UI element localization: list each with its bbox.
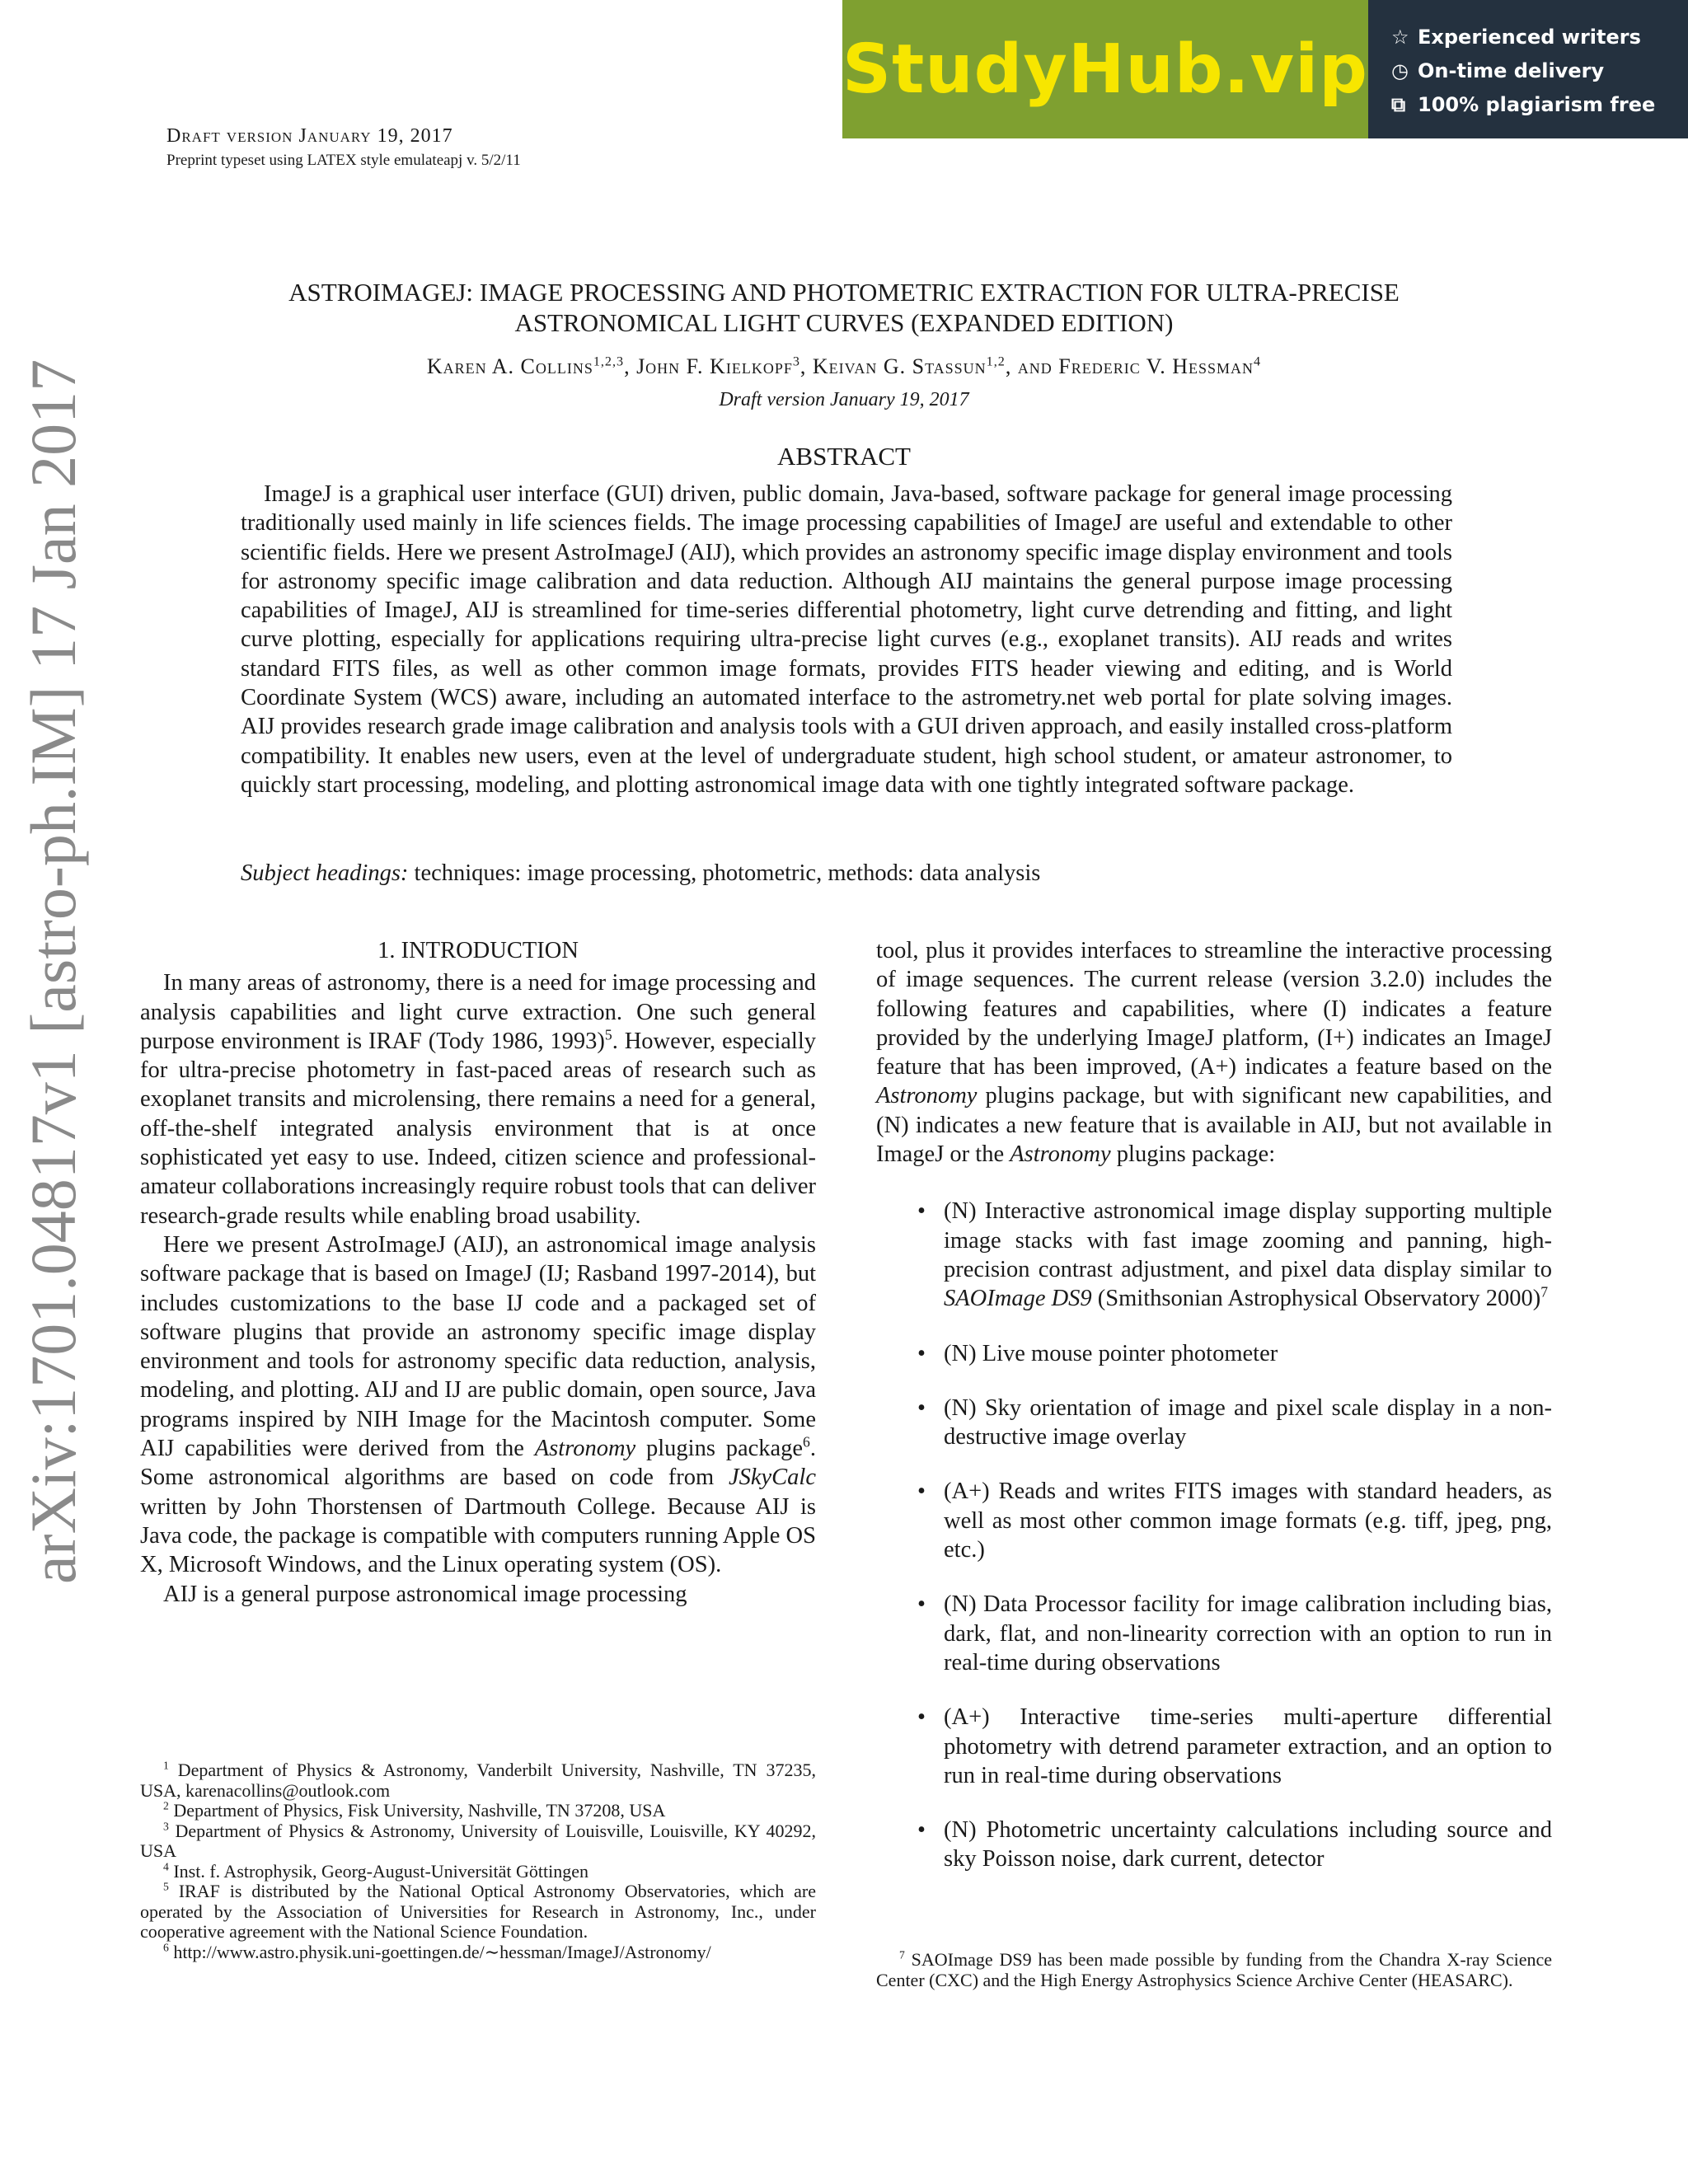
text-run: (N) Data Processor facility for image calibration including bias, dark, flat, and non-linearity correction with an option to run in real-time during observations — [944, 1591, 1552, 1675]
footnote-ref[interactable]: 5 — [604, 1026, 612, 1043]
feature-list-item — [876, 1394, 1552, 1452]
text-run: Here we present AstroImageJ (AIJ), an astronomical image analysis software package that is based on ImageJ (IJ; Rasband 1997-2014), but includes customizations to the base IJ code and a packaged set of software plugins that provide an astronomy specific image display environment and tools for astronomy specific data reduction, analysis, modeling, and plotting. AIJ and IJ are public domain, open source, Java programs inspired by NIH Image for the Macintosh computer. Some AIJ capabilities were derived from the — [140, 1231, 816, 1462]
section-heading-introduction: 1. INTRODUCTION — [377, 938, 579, 963]
text-run: plugins package: — [1110, 1141, 1276, 1168]
paper-title — [0, 277, 1688, 338]
text-run: (N) Sky orientation of image and pixel scale display in a non-destructive image overlay — [944, 1394, 1552, 1451]
feature-list-item — [876, 1477, 1552, 1564]
footnotes-left — [140, 1760, 816, 1962]
banner-features — [1368, 0, 1688, 138]
footnote-text: Department of Physics, Fisk University, Nashville, TN 37208, USA — [173, 1800, 666, 1821]
author-affiliation: 1,2 — [986, 354, 1006, 369]
ad-banner[interactable] — [842, 0, 1688, 138]
text-run: (N) Live mouse pointer photometer — [944, 1340, 1278, 1366]
footnote — [140, 1821, 816, 1862]
subject-headings-label: Subject headings: — [241, 860, 409, 886]
footnote-number: 6 — [163, 1941, 169, 1954]
footnote — [876, 1950, 1552, 1990]
star-icon: ☆ — [1391, 25, 1409, 49]
text-run: . However, especially for ultra-precise photometry in fast-paced areas of research such as exoplanet transits and microlensing, there remains a need for a general, off-the-shelf integrated analysis environment that is at once sophisticated yet easy to use. Indeed, citizen science and professional-amateur collaborations increasingly require robust tools that can deliver research-grade results while enabling broad usability. — [140, 1028, 816, 1229]
bullet-icon: • — [917, 1704, 926, 1731]
feature-list-item — [876, 1339, 1552, 1368]
banner-feature-plagiarism — [1391, 87, 1688, 121]
banner-feature-writers — [1391, 20, 1688, 54]
text-run: In many areas of astronomy, there is a need for image processing and analysis capabilities and light curve extraction. One such general purpose environment is IRAF (Tody 1986, 1993) — [140, 970, 816, 1054]
feature-list-item — [876, 1703, 1552, 1790]
author-name: and Frederic V. Hessman — [1017, 354, 1254, 378]
text-run: tool, plus it provides interfaces to streamline the interactive processing of image sequences. The current release (version 3.2.0) includes the following features and capabilities, where (I) indicates a feature provided by the underlying ImageJ platform, (I+) indicates an ImageJ feature that has been improved, (A+) indicates a feature based on the — [876, 938, 1552, 1080]
text-run: (A+) Reads and writes FITS images with standard headers, as well as most other common image formats (e.g. tiff, jpeg, png, etc.) — [944, 1479, 1552, 1563]
footnote — [140, 1943, 816, 1963]
footnotes-right — [876, 1950, 1552, 1990]
intro-paragraph-2 — [140, 1230, 816, 1580]
abstract-heading: ABSTRACT — [777, 442, 911, 471]
footnote-text: SAOImage DS9 has been made possible by funding from the Chandra X-ray Science Center (CXC) and the High Energy Astrophysics Science Archive Center (HEASARC). — [876, 1949, 1553, 1990]
banner-feature-label: Experienced writers — [1418, 25, 1641, 49]
author-list: Karen A. Collins$^{1,2,3}$, John F. Kielkopf$^3$, Keivan G. Stassun$^{1,2}$, and Frederic V. Hessman$^4$ — [426, 354, 1262, 378]
feature-list-item — [876, 1816, 1552, 1874]
feature-list — [876, 1197, 1552, 1873]
draft-version-header: Draft version January 19, 2017 — [166, 125, 453, 147]
text-run: (N) Photometric uncertainty calculations including source and sky Poisson noise, dark current, detector — [944, 1817, 1552, 1872]
text-run: (A+) Interactive time-series multi-aperture differential photometry with detrend parameter extraction, and an option to run in real-time during observations — [944, 1704, 1552, 1788]
banner-feature-delivery — [1391, 54, 1688, 87]
text-emphasis: Astronomy — [1010, 1141, 1111, 1168]
text-run: (Smithsonian Astrophysical Observatory 2000) — [1091, 1286, 1541, 1312]
bullet-icon: • — [917, 1479, 926, 1505]
footnote-text: Department of Physics & Astronomy, University of Louisville, Louisville, KY 40292, USA — [140, 1820, 816, 1861]
author-name: Keivan G. Stassun — [812, 354, 987, 378]
footnote-number: 4 — [163, 1860, 169, 1873]
text-emphasis: Astronomy — [876, 1083, 978, 1109]
footnote — [140, 1801, 816, 1821]
footnote — [140, 1862, 816, 1882]
footnote-text: Department of Physics & Astronomy, Vanderbilt University, Nashville, TN 37235, USA, karenacollins@outlook.com — [140, 1760, 816, 1801]
author-affiliation: 1,2,3 — [593, 354, 625, 369]
footnote-number: 2 — [163, 1799, 169, 1812]
paper-title-line-2: ASTRONOMICAL LIGHT CURVES (EXPANDED EDITION) — [514, 308, 1174, 337]
subject-headings — [241, 860, 1452, 887]
clock-icon: ◷ — [1391, 59, 1409, 82]
footnote-number: 1 — [163, 1759, 169, 1772]
footnote-ref[interactable]: 6 — [803, 1433, 810, 1451]
text-emphasis: Astronomy — [534, 1436, 636, 1462]
feature-list-item — [876, 1590, 1552, 1677]
bullet-icon: • — [917, 1394, 926, 1421]
footnote-number: 7 — [899, 1948, 905, 1961]
footnote-text: Inst. f. Astrophysik, Georg-August-Universität Göttingen — [173, 1860, 589, 1882]
banner-feature-label: 100% plagiarism free — [1418, 92, 1656, 116]
intro-paragraph-3: AIJ is a general purpose astronomical image processing — [163, 1581, 687, 1607]
bullet-icon: • — [917, 1591, 926, 1618]
text-run: (N) Interactive astronomical image display supporting multiple image stacks with fast image zooming and panning, high-precision contrast adjustment, and pixel data display similar to — [944, 1198, 1552, 1282]
text-emphasis: SAOImage DS9 — [944, 1286, 1092, 1312]
author-name: Karen A. Collins — [426, 354, 593, 378]
footnote — [140, 1882, 816, 1943]
banner-brand-logo[interactable]: StudyHub.vip — [842, 0, 1368, 138]
footnote-number: 5 — [163, 1880, 169, 1893]
paper-title-line-1: ASTROIMAGEJ: IMAGE PROCESSING AND PHOTOMETRIC EXTRACTION FOR ULTRA-PRECISE — [288, 278, 1400, 307]
intro-paragraph-3-continued — [876, 936, 1552, 1169]
left-column — [140, 936, 816, 1609]
footnote-number: 3 — [163, 1820, 169, 1833]
footnote-text: IRAF is distributed by the National Optical Astronomy Observatories, which are operated by the Association of Universities for Research in Astronomy, Inc., under cooperative agreement with the National Science Foundation. — [140, 1881, 817, 1942]
preprint-note: Preprint typeset using LATEX style emulateapj v. 5/2/11 — [166, 152, 521, 169]
footnote-url-link[interactable]: http://www.astro.physik.uni-goettingen.de/∼hessman/ImageJ/Astronomy/ — [173, 1941, 711, 1962]
bullet-icon: • — [917, 1340, 926, 1366]
author-affiliation: 4 — [1254, 354, 1262, 369]
text-run: plugins package — [635, 1436, 804, 1462]
feature-list-item — [876, 1197, 1552, 1313]
copy-icon: ⧉ — [1391, 92, 1406, 116]
author-affiliation: 3 — [792, 354, 800, 369]
text-emphasis: JSkyCalc — [728, 1465, 816, 1491]
bullet-icon: • — [917, 1198, 926, 1225]
intro-paragraph-1 — [140, 968, 816, 1230]
footnote-ref[interactable]: 7 — [1540, 1283, 1549, 1301]
author-name: John F. Kielkopf — [636, 354, 793, 378]
draft-date: Draft version January 19, 2017 — [719, 389, 969, 410]
text-run: written by John Thorstensen of Dartmouth College. Because AIJ is Java code, the package is compatible with computers running Apple OS X, Microsoft Windows, and the Linux operating system (OS). — [140, 1493, 816, 1578]
banner-feature-label: On-time delivery — [1418, 59, 1605, 82]
text-run: . Some astronomical algorithms are based on code from — [140, 1436, 816, 1491]
bullet-icon: • — [917, 1817, 926, 1844]
text-run: plugins package, but with significant new capabilities, and (N) indicates a new feature that is available in AIJ, but not available in ImageJ or the — [876, 1083, 1552, 1168]
subject-headings-text: techniques: image processing, photometric, methods: data analysis — [414, 860, 1041, 886]
footnote — [140, 1760, 816, 1801]
arxiv-identifier-stamp: arXiv:1701.04817v1 [astro-ph.IM] 17 Jan 2017 — [17, 359, 89, 1584]
right-column — [876, 936, 1552, 1900]
abstract-text: ImageJ is a graphical user interface (GUI) driven, public domain, Java-based, software package for general image processing traditionally used mainly in life sciences fields. The image processing capabilities of ImageJ are useful and extendable to other scientific fields. Here we present AstroImageJ (AIJ), which provides an astronomy specific image display environment and tools for astronomy specific image calibration and data reduction. Although AIJ maintains the general purpose image processing capabilities of ImageJ, AIJ is streamlined for time-series differential photometry, light curve detrending and fitting, and light curve plotting, especially for applications requiring ultra-precise light curves (e.g., exoplanet transits). AIJ reads and writes standard FITS files, as well as other common image formats, provides FITS header viewing and editing, and is World Coordinate System (WCS) aware, including an automated interface to the astrometry.net web portal for plate solving images. AIJ provides research grade image calibration and analysis tools with a GUI driven approach, and easily installed cross-platform compatibility. It enables new users, even at the level of undergraduate student, high school student, or amateur astronomer, to quickly start processing, modeling, and plotting astronomical image data with one tightly integrated software package. — [241, 481, 1452, 798]
